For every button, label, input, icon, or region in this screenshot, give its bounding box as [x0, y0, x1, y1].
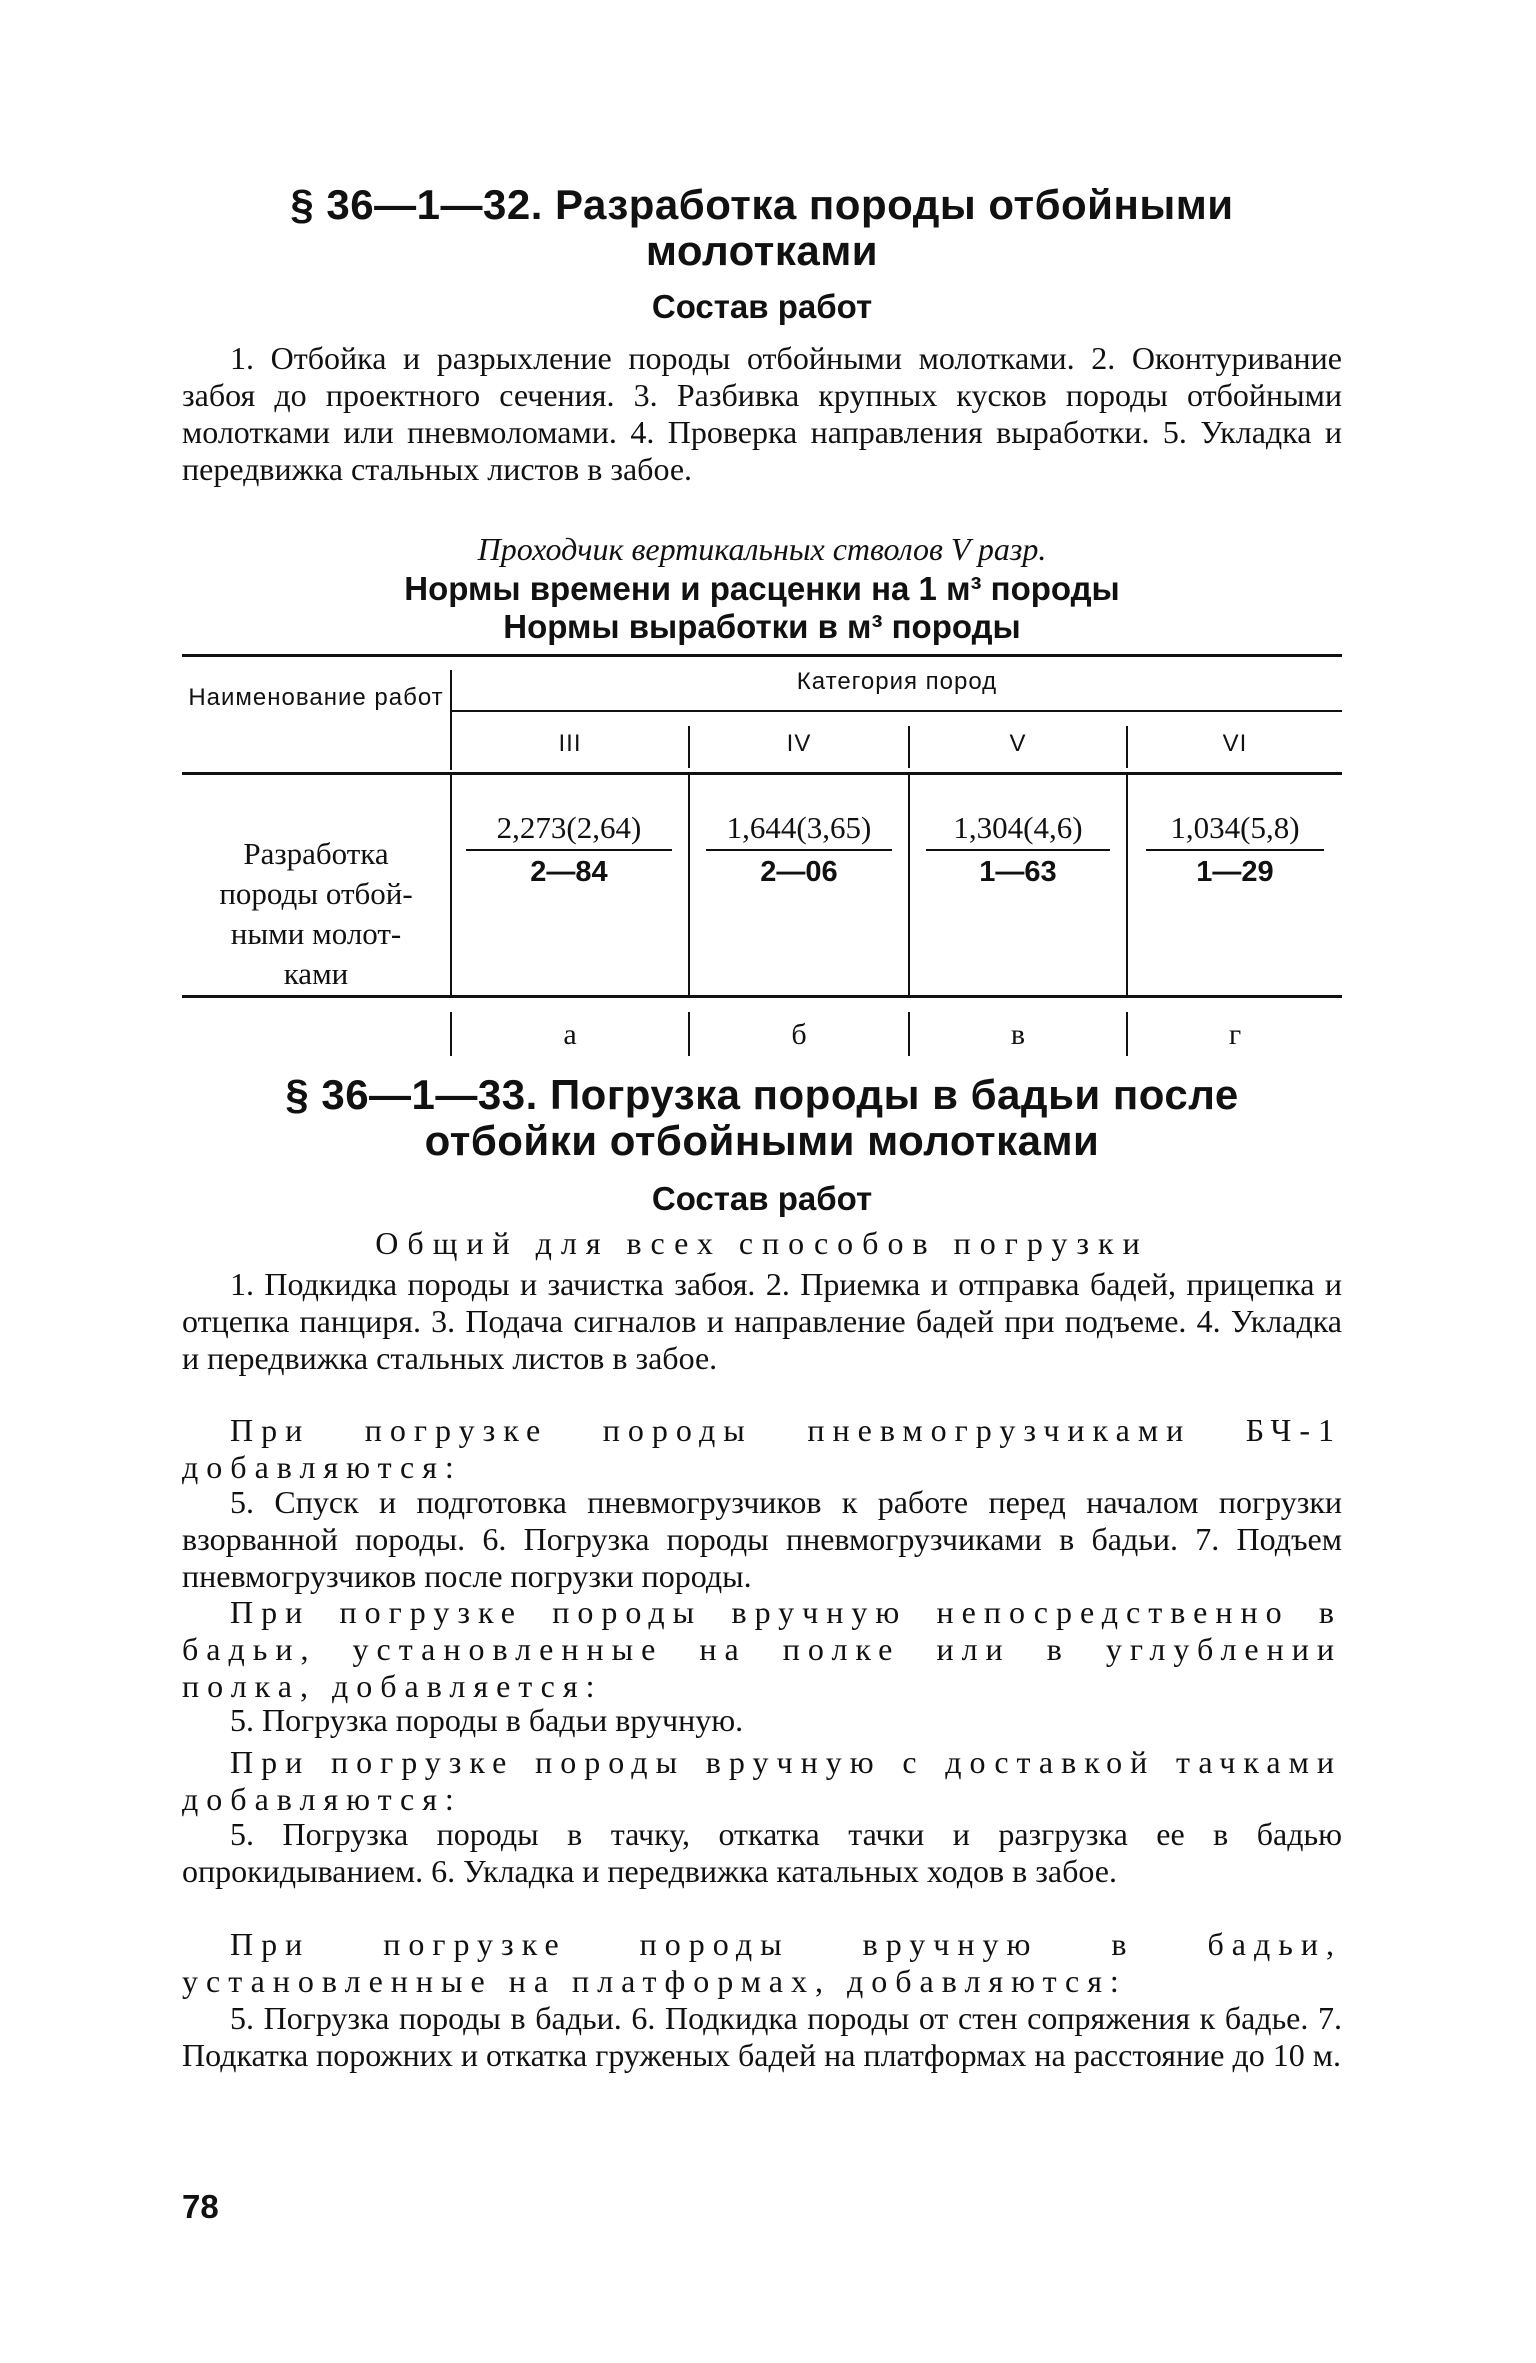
case1-lead: При погрузке породы пневмогрузчиками БЧ-1 добавляются: — [182, 1412, 1342, 1485]
column-letter-a: а — [563, 1018, 577, 1051]
value-cell-VI — [1146, 810, 1324, 890]
row-label — [182, 834, 450, 994]
worker-line: Проходчик вертикальных стволов V разр. — [477, 531, 1047, 567]
norm-value: 2,273(2,64) — [496, 810, 642, 845]
row-label-line: Разработка — [243, 836, 389, 871]
section1-composition-text: 1. Отбойка и разрыхление породы отбойными молотками. 2. Оконтуривание забоя до проектного сечения. 3. Разбивка крупных кусков породы отбойными молотками или пневмоломами. 4. Проверка направления выработки. 5. Укладка и передвижка стальных листов в забое. — [182, 340, 1342, 487]
header-category: Категория пород — [796, 668, 998, 695]
fraction-line — [466, 849, 672, 851]
row-label-line: ками — [283, 956, 349, 991]
column-letter-v: в — [1010, 1018, 1026, 1051]
vline-body-2 — [908, 775, 910, 995]
case2-text: 5. Погрузка породы в бадьи вручную. — [230, 1702, 744, 1738]
case4-text: 5. Погрузка породы в бадьи. 6. Подкидка породы от стен сопряжения к бадье. 7. Подкатка порожних и откатка груженых бадей на платформах на расстояние до 10 м. — [182, 2000, 1342, 2073]
column-letter-g: г — [1228, 1018, 1242, 1051]
column-letter-b: б — [791, 1018, 807, 1051]
norms-line1: Нормы времени и расценки на 1 м³ породы — [404, 570, 1120, 607]
case3-text: 5. Погрузка породы в тачку, откатка тачки и разгрузка ее в бадью опрокидыванием. 6. Укладка и передвижка катальных ходов в забое. — [182, 1816, 1342, 1889]
header-mid-rule — [452, 710, 1342, 712]
header-bottom-rule — [182, 772, 1342, 775]
fraction-line — [1146, 849, 1324, 851]
norm-value: 1,304(4,6) — [953, 810, 1083, 845]
section1-composition-heading: Состав работ — [651, 288, 873, 325]
row-label-line: ными молот- — [230, 916, 402, 951]
general-text: 1. Подкидка породы и зачистка забоя. 2. Приемка и отправка бадей, прицепка и отцепка панциря. 3. Подача сигналов и направление бадей при подъеме. 4. Укладка и передвижка стальных листов в забое. — [182, 1266, 1342, 1376]
page-number: 78 — [182, 2188, 219, 2225]
section1-title-line2: молотками — [645, 227, 879, 274]
category-VI: VI — [1222, 730, 1248, 757]
case4-lead: При погрузке породы вручную в бадьи, установленные на платформах, добавляются: — [182, 1926, 1342, 1999]
norm-value: 1,034(5,8) — [1170, 810, 1300, 845]
table-bottom-rule — [182, 995, 1342, 998]
value-cell-V — [926, 810, 1110, 890]
category-V: V — [1009, 730, 1027, 757]
rate-value: 1—29 — [1196, 856, 1274, 888]
fraction-line — [706, 849, 892, 851]
category-III: III — [558, 730, 582, 757]
case2-lead: При погрузке породы вручную непосредственно в бадьи, установленные на полке или в углублении полка, добавляется: — [182, 1594, 1342, 1704]
vline-body-1 — [688, 775, 690, 995]
general-heading: Общий для всех способов погрузки — [375, 1225, 1149, 1261]
norms-line2: Нормы выработки в м³ породы — [503, 608, 1021, 645]
section2-title-line2: отбойки отбойными молотками — [424, 1117, 1100, 1164]
value-cell-IV — [706, 810, 892, 890]
value-cell-III — [466, 810, 672, 890]
section2-title-line1: § 36—1—33. Погрузка породы в бадьи после — [285, 1071, 1239, 1118]
vline-body-0 — [450, 775, 452, 995]
section2-composition-heading: Состав работ — [651, 1180, 873, 1217]
section1-title-line1: § 36—1—32. Разработка породы отбойными — [290, 181, 1234, 228]
header-work-name: Наименование работ — [188, 684, 444, 711]
case3-lead: При погрузке породы вручную с доставкой тачками добавляются: — [182, 1744, 1342, 1817]
category-IV: IV — [786, 730, 812, 757]
vline-body-3 — [1126, 775, 1128, 995]
rate-value: 1—63 — [979, 856, 1057, 888]
case1-text: 5. Спуск и подготовка пневмогрузчиков к работе перед началом погрузки взорванной породы. 6. Погрузка породы пневмогрузчиками в бадьи. 7. Подъем пневмогрузчиков после погрузки породы. — [182, 1484, 1342, 1594]
rate-value: 2—84 — [530, 856, 608, 888]
fraction-line — [926, 849, 1110, 851]
row-label-line: породы отбой- — [219, 876, 413, 911]
norm-value: 1,644(3,65) — [726, 810, 872, 845]
rate-value: 2—06 — [760, 856, 838, 888]
table-top-rule — [182, 654, 1342, 657]
